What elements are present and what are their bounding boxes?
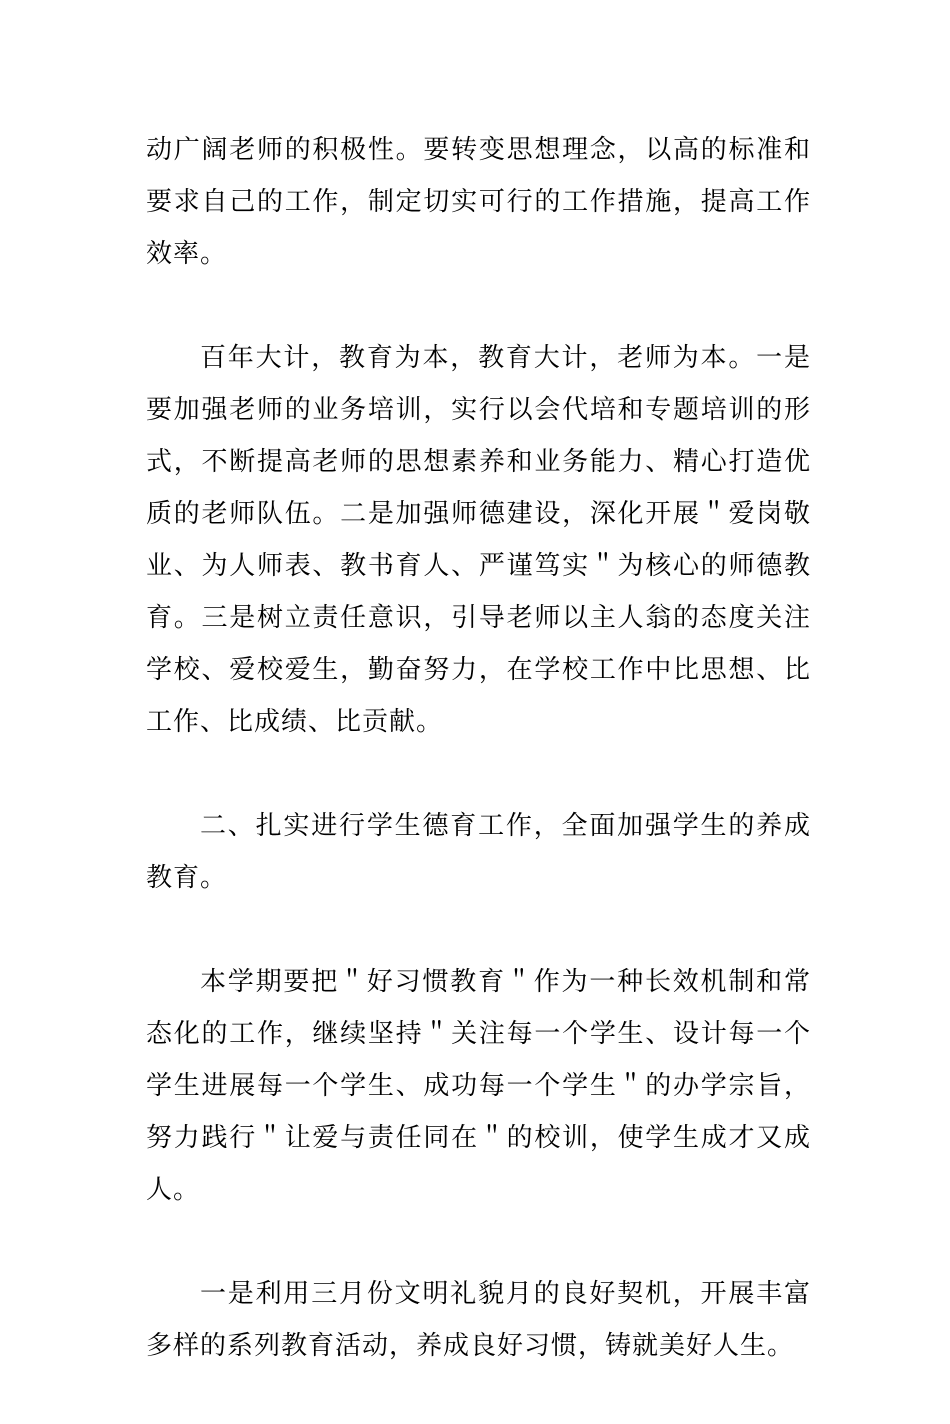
section-heading-moral-education: 二、扎实进行学生德育工作，全面加强学生的养成教育。 — [146, 811, 811, 893]
paragraph-march-activities: 一是利用三月份文明礼貌月的良好契机，开展丰富多样的系列教育活动，养成良好习惯，铸就美好人生。 — [146, 1279, 811, 1361]
paragraph-continuation: 动广阔老师的积极性。要转变思想理念，以高的标准和要求自己的工作，制定切实可行的工作措施，提高工作效率。 — [146, 135, 811, 269]
document-body — [146, 124, 811, 1424]
paragraph-good-habits: 本学期要把＂好习惯教育＂作为一种长效机制和常态化的工作，继续坚持＂关注每一个学生、设计每一个学生进展每一个学生、成功每一个学生＂的办学宗旨，努力践行＂让爱与责任同在＂的校训，使学生成才又成人。 — [146, 967, 811, 1205]
paragraph-teacher-training: 百年大计，教育为本，教育大计，老师为本。一是要加强老师的业务培训，实行以会代培和专题培训的形式，不断提高老师的思想素养和业务能力、精心打造优质的老师队伍。二是加强师德建设，深化开展＂爱岗敬业、为人师表、教书育人、严谨笃实＂为核心的师德教育。三是树立责任意识，引导老师以主人翁的态度关注学校、爱校爱生，勤奋努力，在学校工作中比思想、比工作、比成绩、比贡献。 — [146, 343, 811, 737]
